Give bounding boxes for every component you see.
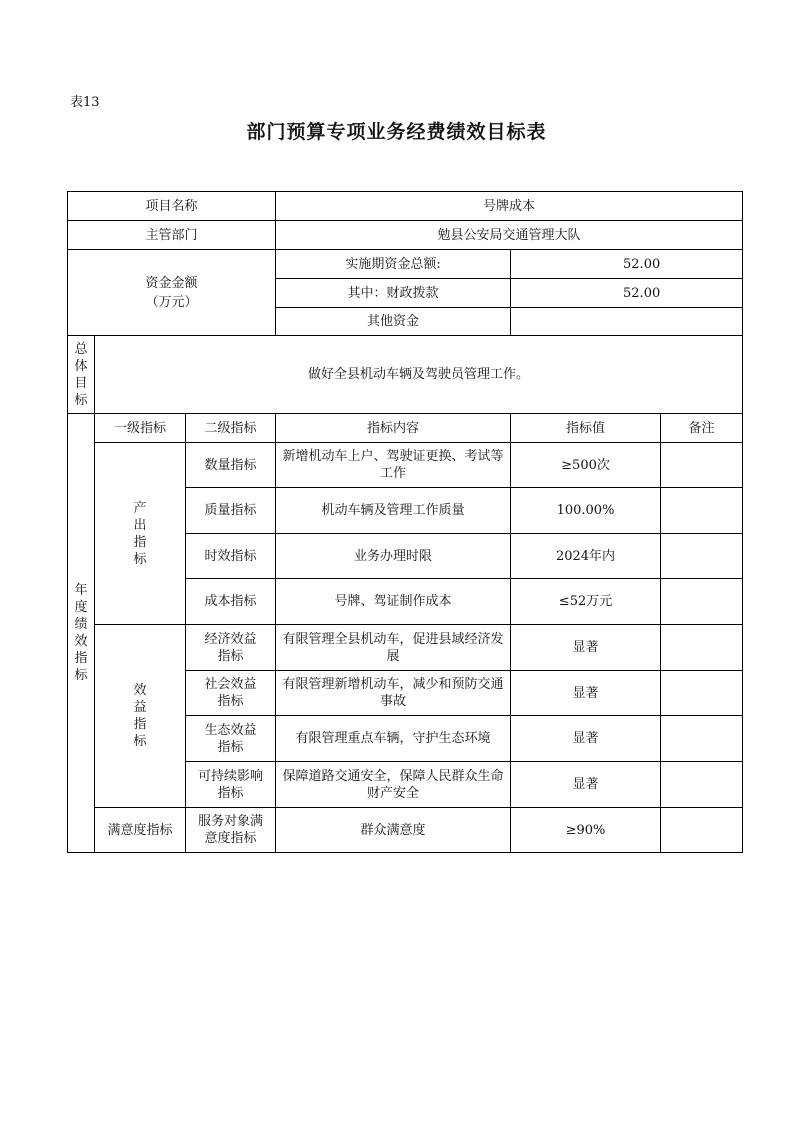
annual-indicators-label: 年度绩效指标	[68, 414, 95, 853]
value-cell: ≥500次	[511, 443, 661, 488]
satisfaction-indicators-label: 满意度指标	[95, 808, 186, 853]
row-funds-total	[68, 250, 743, 279]
note-cell	[661, 579, 743, 625]
department-label: 主管部门	[68, 221, 276, 250]
content-cell: 群众满意度	[276, 808, 511, 853]
content-cell: 号牌、驾证制作成本	[276, 579, 511, 625]
note-cell	[661, 534, 743, 579]
level2-cell: 社会效益指标	[186, 671, 276, 716]
content-cell: 有限管理新增机动车，减少和预防交通事故	[276, 671, 511, 716]
level2-cell: 经济效益指标	[186, 625, 276, 671]
table-row	[68, 625, 743, 671]
funds-other-value	[511, 308, 743, 336]
project-name-value: 号牌成本	[276, 192, 743, 221]
funds-unit-text: （万元）	[145, 294, 198, 310]
note-cell	[661, 716, 743, 762]
project-name-label: 项目名称	[68, 192, 276, 221]
row-department	[68, 221, 743, 250]
note-cell	[661, 625, 743, 671]
value-cell: ≤52万元	[511, 579, 661, 625]
table-row	[68, 443, 743, 488]
content-cell: 业务办理时限	[276, 534, 511, 579]
performance-goal-table	[67, 191, 743, 853]
funds-total-label: 实施期资金总额:	[276, 250, 511, 279]
header-content: 指标内容	[276, 414, 511, 443]
level2-cell: 成本指标	[186, 579, 276, 625]
note-cell	[661, 671, 743, 716]
row-project	[68, 192, 743, 221]
value-cell: 显著	[511, 716, 661, 762]
table-number: 表13	[70, 95, 100, 110]
row-overall-goal	[68, 336, 743, 414]
level2-cell: 生态效益指标	[186, 716, 276, 762]
content-cell: 保障道路交通安全，保障人民群众生命财产安全	[276, 762, 511, 808]
level2-cell: 时效指标	[186, 534, 276, 579]
table-row	[68, 808, 743, 853]
funds-fiscal-label: 其中：财政拨款	[276, 279, 511, 308]
value-cell: ≥90%	[511, 808, 661, 853]
content-cell: 有限管理重点车辆，守护生态环境	[276, 716, 511, 762]
funds-label	[68, 250, 276, 336]
benefit-indicators-label: 效益指标	[95, 625, 186, 808]
value-cell: 显著	[511, 671, 661, 716]
note-cell	[661, 808, 743, 853]
note-cell	[661, 443, 743, 488]
funds-total-value: 52.00	[511, 250, 743, 279]
level2-cell: 可持续影响指标	[186, 762, 276, 808]
header-level2: 二级指标	[186, 414, 276, 443]
value-cell: 显著	[511, 762, 661, 808]
header-level1: 一级指标	[95, 414, 186, 443]
content-cell: 新增机动车上户、驾驶证更换、考试等工作	[276, 443, 511, 488]
overall-goal-label: 总体目标	[68, 336, 95, 414]
value-cell: 100.00%	[511, 488, 661, 534]
department-value: 勉县公安局交通管理大队	[276, 221, 743, 250]
content-cell: 机动车辆及管理工作质量	[276, 488, 511, 534]
content-cell: 有限管理全县机动车，促进县域经济发展	[276, 625, 511, 671]
note-cell	[661, 762, 743, 808]
level2-cell: 服务对象满意度指标	[186, 808, 276, 853]
overall-goal-text: 做好全县机动车辆及驾驶员管理工作。	[95, 336, 743, 414]
row-indicator-headers	[68, 414, 743, 443]
value-cell: 2024年内	[511, 534, 661, 579]
header-value: 指标值	[511, 414, 661, 443]
funds-other-label: 其他资金	[276, 308, 511, 336]
output-indicators-label: 产出指标	[95, 443, 186, 625]
note-cell	[661, 488, 743, 534]
level2-cell: 数量指标	[186, 443, 276, 488]
funds-fiscal-value: 52.00	[511, 279, 743, 308]
page-title: 部门预算专项业务经费绩效目标表	[246, 121, 547, 143]
value-cell: 显著	[511, 625, 661, 671]
header-note: 备注	[661, 414, 743, 443]
funds-label-text: 资金金额	[145, 275, 198, 291]
level2-cell: 质量指标	[186, 488, 276, 534]
